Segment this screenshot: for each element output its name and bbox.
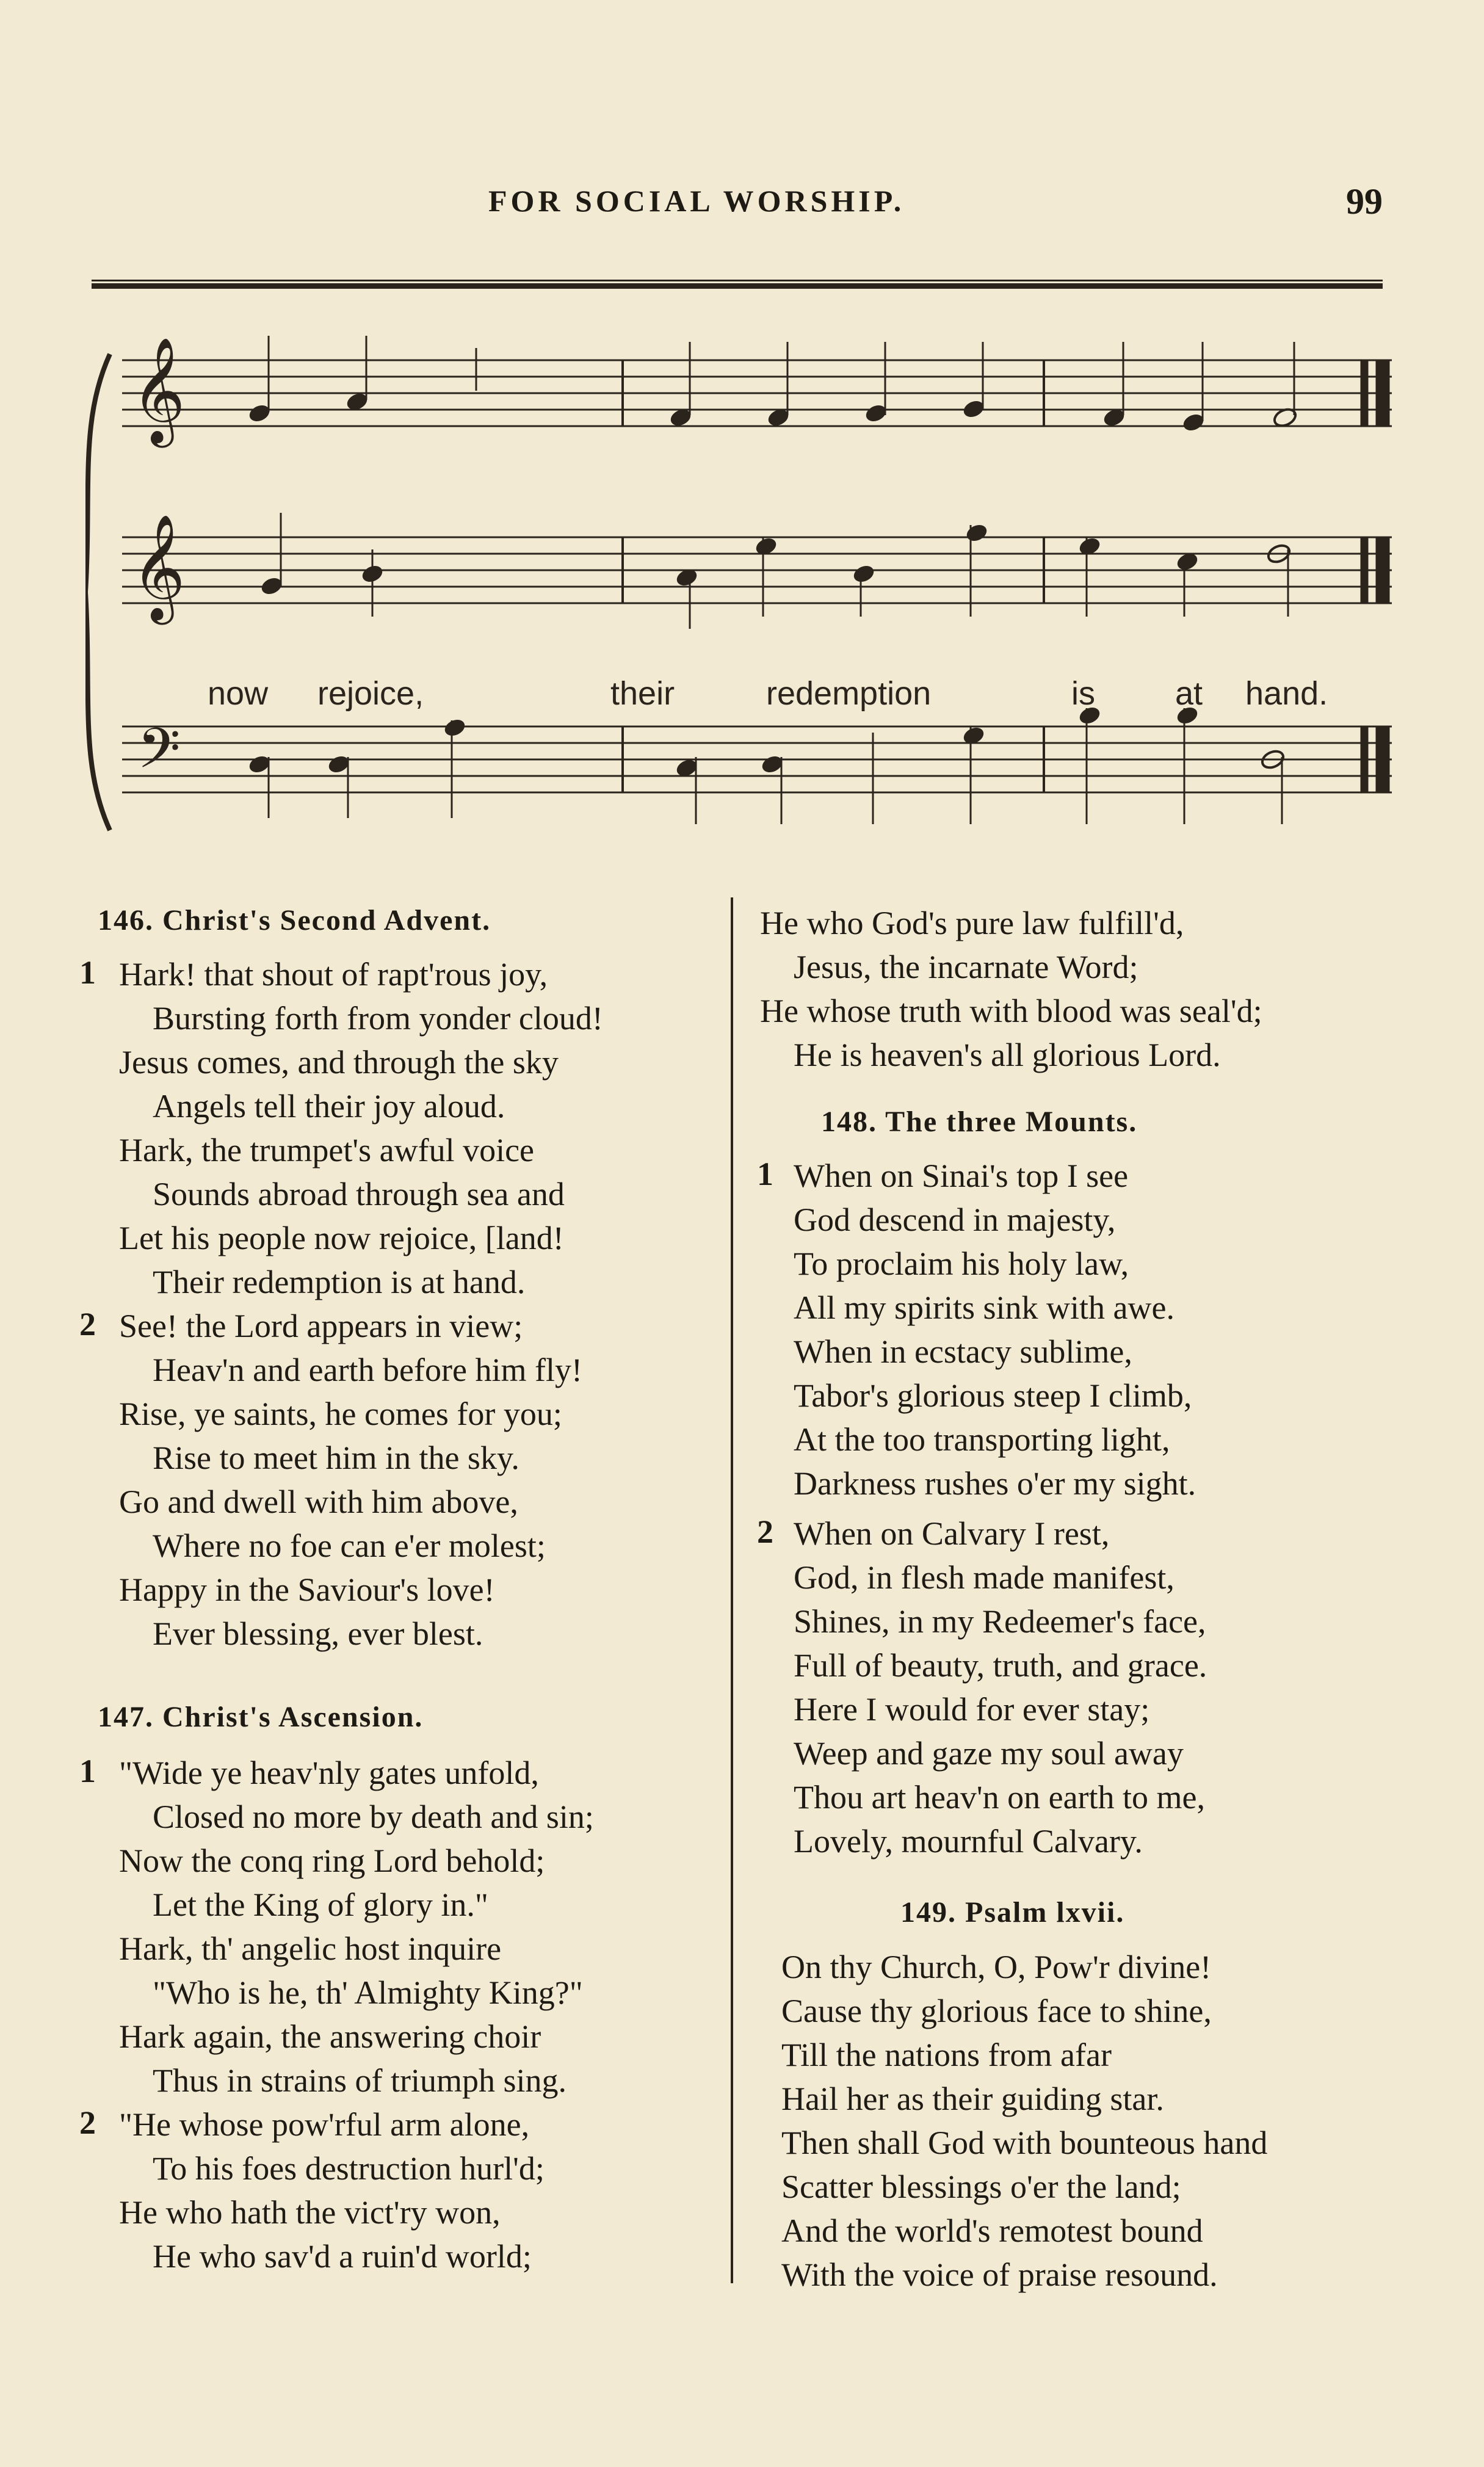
- column-divider: [731, 897, 733, 2283]
- verse-line: Let the King of glory in.": [153, 1886, 488, 1923]
- verse-number: 2: [79, 2104, 96, 2141]
- verse-line: Shines, in my Redeemer's face,: [794, 1603, 1206, 1640]
- verse-line: God, in flesh made manifest,: [794, 1559, 1175, 1596]
- treble-clef-icon: 𝄞: [131, 337, 186, 443]
- hymn-title: 147. Christ's Ascension.: [98, 1701, 424, 1733]
- header-rule-thick: [92, 283, 1383, 289]
- verse-block: [119, 1304, 582, 1656]
- music-score: [85, 330, 1404, 855]
- verse-line: Weep and gaze my soul away: [794, 1735, 1184, 1772]
- verse-line: Now the conq ring Lord behold;: [119, 1842, 545, 1879]
- verse-line: On thy Church, O, Pow'r divine!: [781, 1949, 1212, 1985]
- verse-line: Hark, the trumpet's awful voice: [119, 1132, 535, 1168]
- verse-continuation: [760, 901, 1262, 1077]
- verse-line: Then shall God with bounteous hand: [781, 2125, 1268, 2161]
- hymn-title: 148. The three Mounts.: [821, 1106, 1138, 1138]
- verse-line: Cause thy glorious face to shine,: [781, 1993, 1212, 2029]
- bass-clef-icon: 𝄢: [137, 716, 181, 794]
- verse-line: Full of beauty, truth, and grace.: [794, 1647, 1207, 1684]
- verse-line: Thou art heav'n on earth to me,: [794, 1779, 1205, 1816]
- verse-line: Closed no more by death and sin;: [153, 1799, 594, 1835]
- lyric-word: redemption: [766, 675, 932, 712]
- verse-line: "Wide ye heav'nly gates unfold,: [119, 1755, 539, 1791]
- half-notes: [1260, 407, 1298, 771]
- verse-line: Till the nations from afar: [781, 2037, 1112, 2073]
- verse-block: [781, 1945, 1267, 2297]
- hymn-title: 146. Christ's Second Advent.: [98, 904, 491, 936]
- verse-line: Tabor's glorious steep I climb,: [794, 1377, 1192, 1414]
- treble-clef-icon: 𝄞: [131, 514, 186, 620]
- verse-line: Heav'n and earth before him fly!: [153, 1352, 582, 1388]
- verse-block: [119, 2103, 545, 2278]
- verse-line: He who sav'd a ruin'd world;: [153, 2238, 532, 2275]
- verse-line: Darkness rushes o'er my sight.: [794, 1465, 1196, 1502]
- verse-line: He who God's pure law fulfill'd,: [760, 905, 1184, 941]
- hymn-title: 149. Psalm lxvii.: [900, 1896, 1125, 1929]
- system-brace: [85, 354, 110, 830]
- verse-number: 1: [757, 1156, 773, 1192]
- verse-line: To proclaim his holy law,: [794, 1245, 1129, 1282]
- verse-number: 2: [757, 1513, 773, 1550]
- verse-line: Hail her as their guiding star.: [781, 2081, 1164, 2117]
- verse-line: When on Calvary I rest,: [794, 1515, 1110, 1552]
- verse-line: Scatter blessings o'er the land;: [781, 2168, 1181, 2205]
- lyric-word: their: [610, 675, 675, 712]
- verse-line: And the world's remotest bound: [781, 2212, 1203, 2249]
- verse-line: He who hath the vict'ry won,: [119, 2194, 501, 2231]
- lyric-word: rejoice,: [317, 675, 424, 712]
- verse-line: Go and dwell with him above,: [119, 1483, 518, 1520]
- verse-line: "He whose pow'rful arm alone,: [119, 2106, 530, 2143]
- verse-line: Let his people now rejoice, [land!: [119, 1220, 564, 1256]
- verse-line: Where no foe can e'er molest;: [153, 1527, 546, 1564]
- verse-line: Sounds abroad through sea and: [153, 1176, 565, 1212]
- lyric-word: at: [1175, 675, 1203, 712]
- verse-line: Rise, ye saints, he comes for you;: [119, 1396, 562, 1432]
- lyric-word: is: [1071, 675, 1095, 712]
- verse-line: Angels tell their joy aloud.: [153, 1088, 505, 1125]
- lyric-word: now: [208, 675, 269, 712]
- verse-line: Happy in the Saviour's love!: [119, 1571, 495, 1608]
- verse-line: Ever blessing, ever blest.: [153, 1615, 483, 1652]
- verse-line: He is heaven's all glorious Lord.: [794, 1037, 1221, 1073]
- verse-line: Jesus comes, and through the sky: [119, 1044, 559, 1081]
- verse-block: [794, 1154, 1196, 1505]
- staff-bass: [122, 726, 1392, 792]
- verse-line: God descend in majesty,: [794, 1201, 1116, 1238]
- verse-line: Jesus, the incarnate Word;: [794, 949, 1138, 985]
- lyric-word: hand.: [1245, 675, 1328, 712]
- verse-block: [794, 1512, 1207, 1863]
- noteheads: [247, 391, 1206, 779]
- verse-line: At the too transporting light,: [794, 1421, 1170, 1458]
- verse-line: Lovely, mournful Calvary.: [794, 1823, 1143, 1860]
- verse-block: [119, 1751, 594, 2103]
- verse-line: When in ecstacy sublime,: [794, 1333, 1132, 1370]
- verse-number: 2: [79, 1306, 96, 1342]
- verse-line: When on Sinai's top I see: [794, 1157, 1129, 1194]
- verse-line: All my spirits sink with awe.: [794, 1289, 1175, 1326]
- verse-number: 1: [79, 954, 96, 991]
- verse-line: With the voice of praise resound.: [781, 2256, 1218, 2293]
- verse-line: Hark again, the answering choir: [119, 2018, 541, 2055]
- verse-line: Bursting forth from yonder cloud!: [153, 1000, 603, 1037]
- verse-line: "Who is he, th' Almighty King?": [153, 1974, 583, 2011]
- page-number: 99: [1346, 181, 1383, 222]
- verse-line: Hark, th' angelic host inquire: [119, 1930, 502, 1967]
- verse-line: See! the Lord appears in view;: [119, 1308, 523, 1344]
- verse-line: Hark! that shout of rapt'rous joy,: [119, 956, 548, 993]
- verse-line: Rise to meet him in the sky.: [153, 1440, 519, 1476]
- verse-line: To his foes destruction hurl'd;: [153, 2150, 545, 2187]
- final-barlines: [1361, 360, 1389, 792]
- verse-number: 1: [79, 1753, 96, 1789]
- verse-line: Their redemption is at hand.: [153, 1264, 526, 1300]
- verse-block: [119, 952, 603, 1304]
- running-header: FOR SOCIAL WORSHIP.: [488, 184, 905, 218]
- verse-line: Here I would for ever stay;: [794, 1691, 1150, 1728]
- verse-line: He whose truth with blood was seal'd;: [760, 993, 1262, 1029]
- verse-line: Thus in strains of triumph sing.: [153, 2062, 566, 2099]
- header-rule-thin: [92, 280, 1383, 281]
